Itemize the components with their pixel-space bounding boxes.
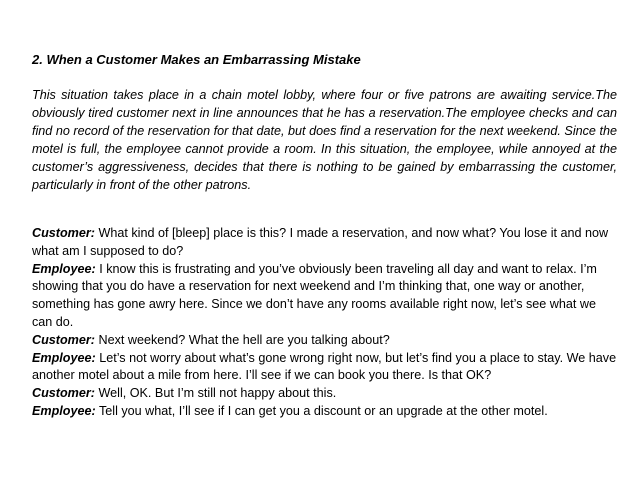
speaker-label: Employee: — [32, 403, 96, 418]
dialogue-turn — [32, 225, 617, 261]
dialogue-line: I know this is frustrating and you’ve obviously been traveling all day and want to relax. I’m showing that you do have a reservation for next weekend and I’m thinking that, one way or another, something has gone awry here. Since we don’t have any rooms available right now, let’s see what we can do. — [32, 261, 597, 329]
speaker-label: Customer: — [32, 386, 95, 401]
speaker-label: Customer: — [32, 332, 95, 347]
dialogue-turn — [32, 350, 617, 386]
section-heading: 2. When a Customer Makes an Embarrassing Mistake — [32, 52, 361, 67]
dialogue-turn — [32, 403, 617, 421]
speaker-label: Customer: — [32, 226, 95, 240]
dialogue-block — [32, 225, 617, 421]
dialogue-line: Well, OK. But I’m still not happy about this. — [98, 386, 337, 401]
speaker-label: Employee: — [32, 261, 96, 276]
dialogue-line: Let’s not worry about what’s gone wrong right now, but let’s find you a place to stay. We have another motel about a mile from here. I’ll see if we can book you there. Is that OK? — [32, 350, 617, 383]
dialogue-turn — [32, 261, 617, 332]
dialogue-line: What kind of [bleep] place is this? I made a reservation, and now what? You lose it and now what am I supposed to do? — [32, 226, 609, 258]
dialogue-turn — [32, 385, 617, 403]
dialogue-line: Tell you what, I’ll see if I can get you a discount or an upgrade at the other motel. — [98, 403, 548, 418]
scenario-paragraph: This situation takes place in a chain motel lobby, where four or five patrons are awaiting service.The obviously tired customer next in line announces that he has a reservation.The employee checks and can find no record of the reservation for that date, but does find a reservation for the next weekend. Since the motel is full, the employee cannot provide a room. In this situation, the employee, while annoyed at the customer’s aggressiveness, decides that there is nothing to be gained by embarrassing the customer, particularly in front of the other patrons. — [32, 88, 617, 192]
speaker-label: Employee: — [32, 350, 96, 365]
dialogue-turn — [32, 332, 617, 350]
dialogue-line: Next weekend? What the hell are you talking about? — [98, 332, 390, 347]
